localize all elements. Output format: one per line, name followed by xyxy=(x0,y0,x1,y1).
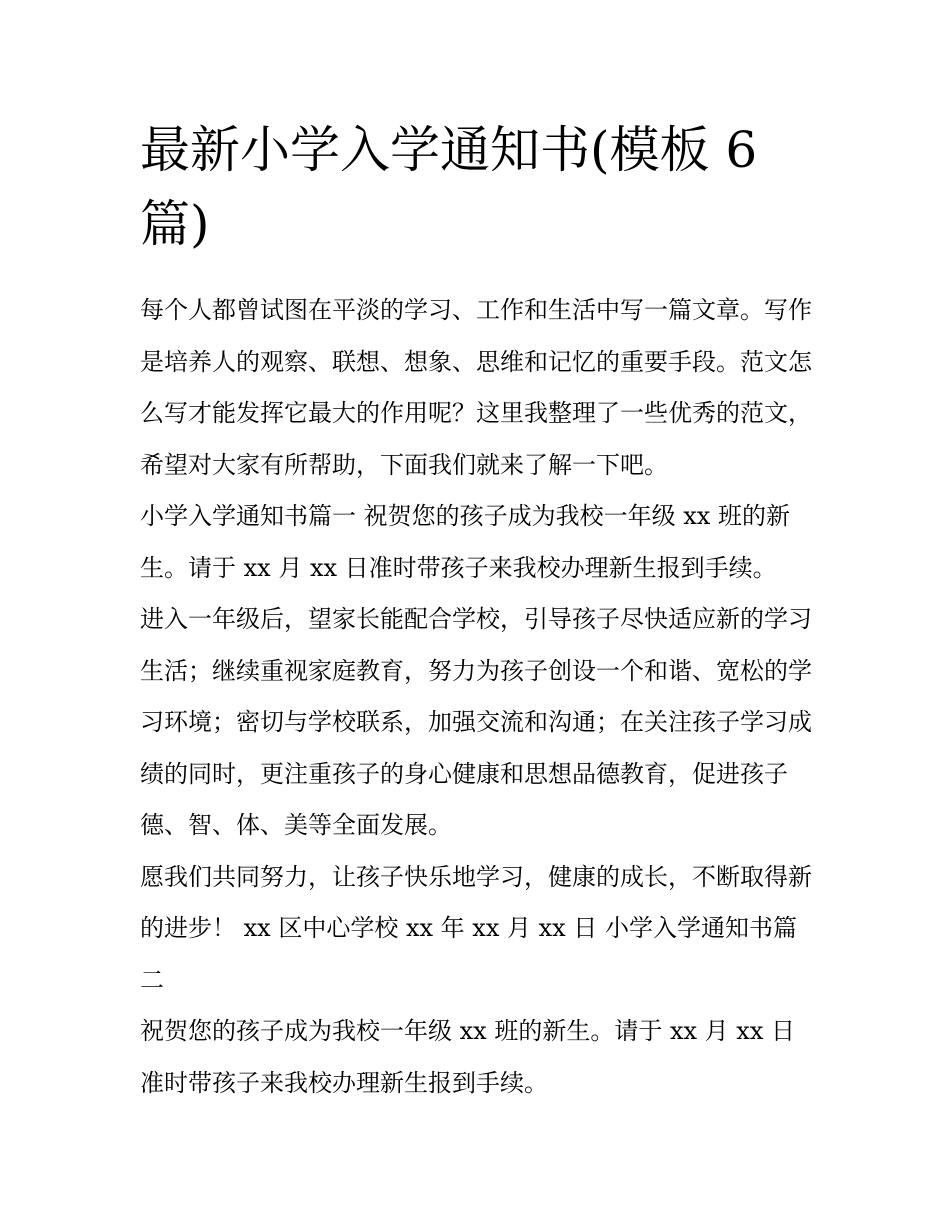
intro-paragraph: 每个人都曾试图在平淡的学习、工作和生活中写一篇文章。写作是培养人的观察、联想、想象、思维和记忆的重要手段。范文怎么写才能发挥它最大的作用呢？这里我整理了一些优秀的范文，希望对大家有所帮助，下面我们就来了解一下吧。 xyxy=(140,296,812,479)
document-body xyxy=(140,113,812,1109)
document-title: 最新小学入学通知书(模板 6 篇) xyxy=(140,121,758,253)
parent-guidance-paragraph: 进入一年级后，望家长能配合学校，引导孩子尽快适应新的学习生活；继续重视家庭教育，努力为孩子创设一个和谐、宽松的学习环境；密切与学校联系，加强交流和沟通；在关注孩子学习成绩的同时，更注重孩子的身心健康和思想品德教育，促进孩子德、智、体、美等全面发展。 xyxy=(140,605,812,839)
closing-paragraph: 愿我们共同努力，让孩子快乐地学习，健康的成长，不断取得新的进步！ xx 区中心学校 xx 年 xx 月 xx 日 小学入学通知书篇二 xyxy=(140,862,812,994)
notice-one-paragraph: 小学入学通知书篇一 祝贺您的孩子成为我校一年级 xx 班的新生。请于 xx 月 xx 日准时带孩子来我校办理新生报到手续。 xyxy=(140,502,790,582)
notice-two-paragraph: 祝贺您的孩子成为我校一年级 xx 班的新生。请于 xx 月 xx 日准时带孩子来我校办理新生报到手续。 xyxy=(140,1017,795,1097)
